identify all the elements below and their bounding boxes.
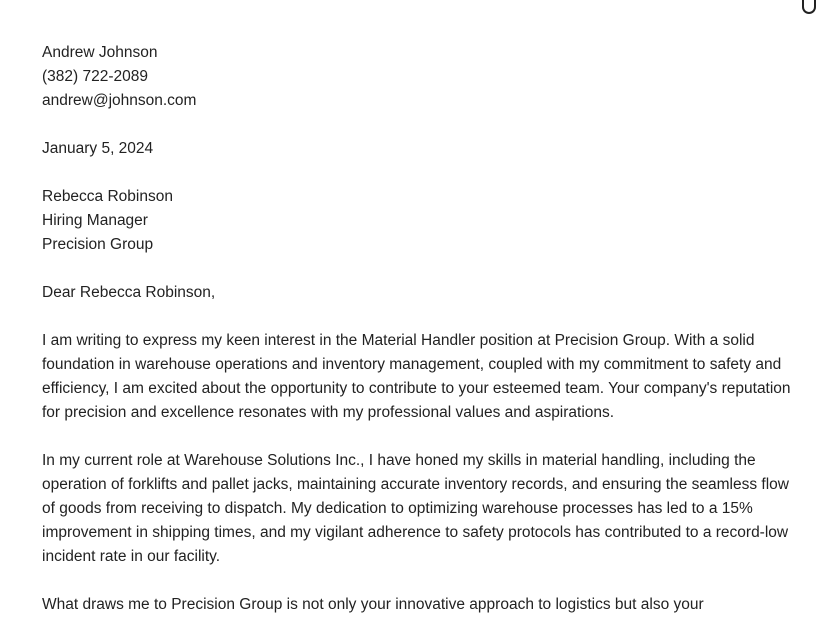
letter-date: January 5, 2024 [42,140,154,157]
sender-name: Andrew Johnson [42,44,158,61]
u-shape-icon [802,0,816,14]
body-paragraph-1: I am writing to express my keen interest in the Material Handler position at Precision Group. With a solid foundation in warehouse operations and inventory management, coupled with my commitment to safety and efficiency, I am excited about the opportunity to contribute to your esteemed team. Your company's reputation for precision and excellence resonates with my professional values and aspirations. [42,332,791,421]
recipient-company: Precision Group [42,236,154,253]
sender-phone: (382) 722-2089 [42,68,148,85]
date-block [42,137,802,161]
sender-email: andrew@johnson.com [42,92,197,109]
recipient-name: Rebecca Robinson [42,188,173,205]
recipient-block [42,185,802,257]
recipient-title: Hiring Manager [42,212,148,229]
body-paragraph-3: What draws me to Precision Group is not only your innovative approach to logistics but also your [42,596,704,613]
body-paragraph-2: In my current role at Warehouse Solutions Inc., I have honed my skills in material handling, including the operation of forklifts and pallet jacks, maintaining accurate inventory records, and ensuring the seamless flow of goods from receiving to dispatch. My dedication to optimizing warehouse processes has led to a 15% improvement in shipping times, and my vigilant adherence to safety protocols has contributed to a record-low incident rate in our facility. [42,452,789,565]
cover-letter [42,41,802,620]
salutation-block [42,281,802,305]
sender-block [42,41,802,113]
salutation: Dear Rebecca Robinson, [42,284,216,301]
